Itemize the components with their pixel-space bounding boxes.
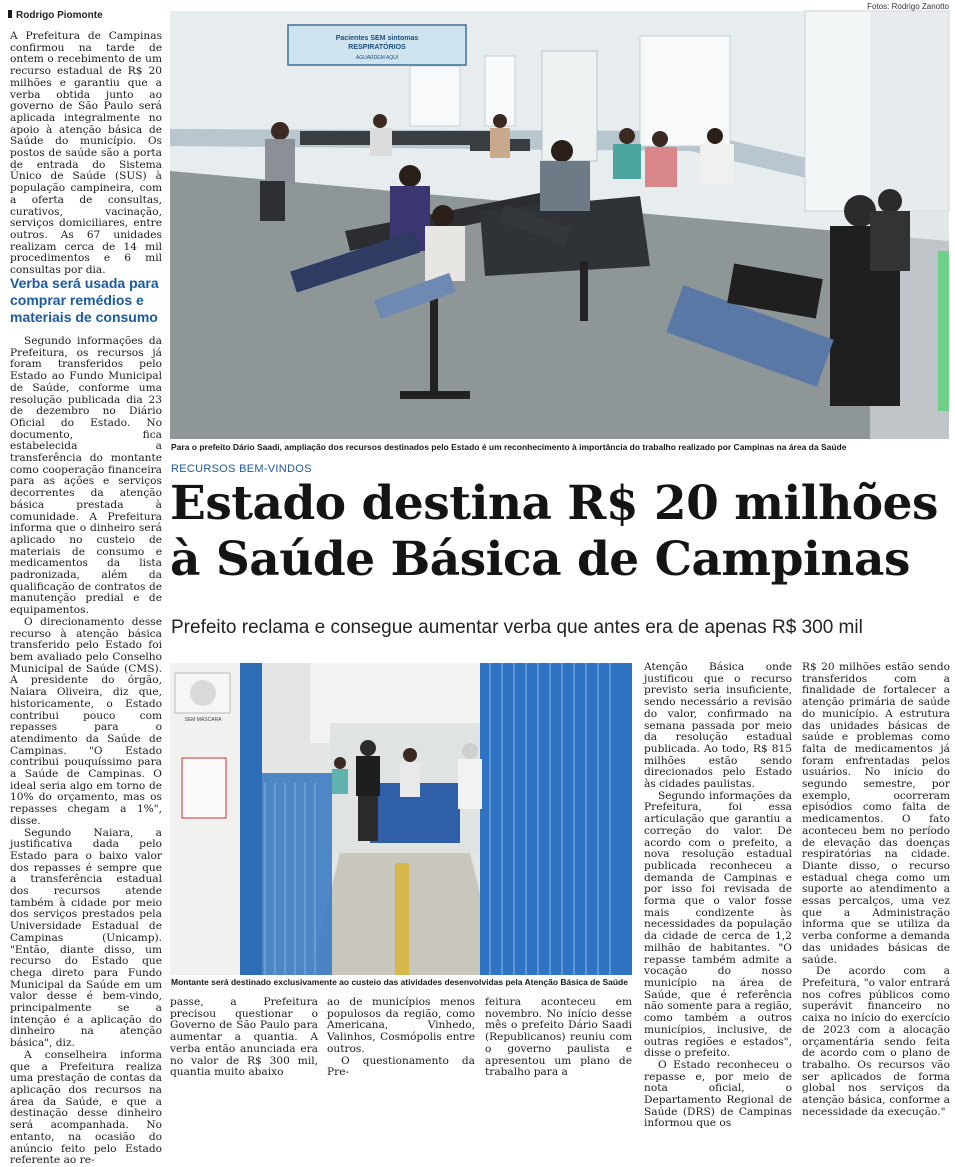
sign-text-3: AGUARDEM AQUI [355,55,399,61]
photo-health-unit [170,663,632,975]
paragraph: Segundo Naiara, a justificativa dada pelo Estado para o baixo valor dos repasses é sempre que a transferência estadual dos recursos atende também à cidade por meio dos serviços prestados pela Universidade Estadual de Campinas (Unicamp). "Então, diante disso, um recurso do Estado que chega direto para Fundo Municipal da Saúde em um valor desse é bem-vindo, principalmente se a intenção é a aplicação do dinheiro na atenção básica", diz. [10,826,162,1050]
health-unit-illustration [170,663,632,975]
paragraph: A conselheira informa que a Prefeitura realiza uma prestação de contas da aplicação dos recursos na área da Saúde, e que a destinação desse dinheiro será acompanhada. No entanto, na ocasião do anúncio feito pelo Estado referente ao re- [10,1048,162,1167]
paragraph: De acordo com a Prefeitura, "o valor entrará nos cofres públicos como superávit financeiro no caixa no início do exercício de 2023 com a alocação orçamentária sendo feita de acordo com o plano de trabalho. Os recursos vão ser aplicados de forma global nos serviços da atenção básica, conforme a necessidade da execução." [802,965,950,1118]
column-2 [170,996,318,1079]
sign-text-2: RESPIRATÓRIOS [348,44,406,51]
column-5 [802,661,950,1118]
paragraph: R$ 20 milhões estão sendo transferidos com a finalidade de fortalecer a atenção primária de saúde do município. A estrutura das unidades básicas de saúde e problemas como falta de medicamentos já foram enfrentadas pelos usuários. No início do segundo semestre, por exemplo, ocorreram episódios como falta de medicamentos. O fato aconteceu bem no período de elevação das doenças respiratórias na cidade. Diante disso, o recurso estadual chega como um suporte ao atendimento a essas percalços, uma vez que a Administração informa que se utiliza da verba conforme a demanda das unidades básicas de saúde. [802,661,950,966]
paragraph: passe, a Prefeitura precisou questionar o Governo de São Paulo para aumentar a quantia. A verba então anunciada era no valor de R$ 300 mil, quantia muito abaixo [170,996,318,1079]
sign-text-1: Pacientes SEM sintomas [335,35,419,42]
paragraph: Segundo informações da Prefeitura, foi essa articulação que garantiu a correção do valor. De acordo com o prefeito, a nova resolução estadual publicada reconheceu a demanda de Campinas e por isso foi revisada de forma que o valor fosse mais condizente às necessidades da população da cidade de cerca de 1,2 milhão de habitantes. "O repasse também admite a vocação do nosso município na área de Saúde, que é referência não somente para a região, como também a outros municípios, inclusive, de outras regiões e estados", disse o prefeito. [644,789,792,1060]
headline [170,476,950,588]
headline-line-1: Estado destina R$ 20 milhões [170,476,939,531]
photo-credit: Fotos: Rodrigo Zanotto [867,2,949,11]
paragraph: ao de municípios menos populosos da região, como Americana, Vinhedo, Valinhos, Cosmópolis entre outros. [327,996,475,1055]
paragraph: O questionamento da Pre- [327,1054,475,1079]
photo-caption-2: Montante será destinado exclusivamente ao custeio das atividades desenvolvidas pela Atenção Básica de Saúde [171,977,628,987]
kicker: RECURSOS BEM-VINDOS [171,463,312,475]
column-4-bottom [485,996,632,1079]
paragraph: O direcionamento desse recurso à atenção básica transferido pelo Estado foi bem avaliado pelo Conselho Municipal de Saúde (CMS). A presidente do órgão, Naiara Oliveira, diz que, historicamente, o Estado contribui pouco com repasses para o atendimento da Saúde de Campinas. "O Estado contribui pouquíssimo para a Saúde de Campinas. O ideal seria algo em torno de 10% do orçamento, mas os repasses chegam a 1%", disse. [10,615,162,827]
sign-no-mask: SEM MÁSCARA [184,717,222,723]
headline-line-2: à Saúde Básica de Campinas [170,532,910,587]
paragraph: Atenção Básica onde justificou que o recurso previsto seria insuficiente, sendo necessário a revisão do valor, confirmado na semana passada por meio da resolução estadual publicada. Ao todo, R$ 815 milhões estão sendo direcionados pelo Estado às cidades paulistas. [644,661,792,791]
subheading: Verba será usada para comprar remédios e materiais de consumo [10,275,159,325]
column-3 [327,996,475,1079]
column-1-top [10,30,162,277]
column-1-bottom [10,335,162,1167]
photo-caption-1: Para o prefeito Dário Saadi, ampliação dos recursos destinados pelo Estado é um reconhecimento à importância do trabalho realizado por Campinas na área da Saúde [171,442,847,452]
paragraph: feitura aconteceu em novembro. No início desse mês o prefeito Dário Saadi (Republicanos) reuniu com o governo paulista e apresentou um plano de trabalho para a [485,996,632,1079]
deck: Prefeito reclama e consegue aumentar verba que antes era de apenas R$ 300 mil [171,617,863,638]
photo-waiting-room [170,11,949,439]
paragraph: Segundo informações da Prefeitura, os recursos já foram transferidos pelo Estado ao Fundo Municipal de Saúde, conforme uma resolução publicada dia 23 de dezembro no Diário Oficial do Estado. No documento, fica estabelecida a transferência do montante como cooperação financeira para as ações e serviços decorrentes da atenção básica prestada à comunidade. A Prefeitura informa que o dinheiro será aplicado no custeio de materiais de consumo e medicamentos da lista padronizada, além da qualificação de contratos de manutenção predial e de equipamentos. [10,335,162,617]
paragraph: A Prefeitura de Campinas confirmou na tarde de ontem o recebimento de um recurso estadual de R$ 20 milhões e garantiu que a verba obtida junto ao governo de São Paulo será aplicada integralmente no apoio à atenção básica de Saúde do município. Os postos de saúde são a porta de entrada do Sistema Único de Saúde (SUS) à população campineira, com a oferta de consultas, curativos, vacinação, serviços domiciliares, entre outros. As 67 unidades realizam cerca de 14 mil procedimentos e 6 mil consultas por dia. [10,30,162,277]
paragraph: O Estado reconheceu o repasse e, por meio de nota oficial, o Departamento Regional de Saúde (DRS) de Campinas informou que os [644,1058,792,1130]
waiting-room-illustration [170,11,949,439]
byline: Rodrigo Piomonte [8,10,103,21]
column-4 [644,661,792,1130]
